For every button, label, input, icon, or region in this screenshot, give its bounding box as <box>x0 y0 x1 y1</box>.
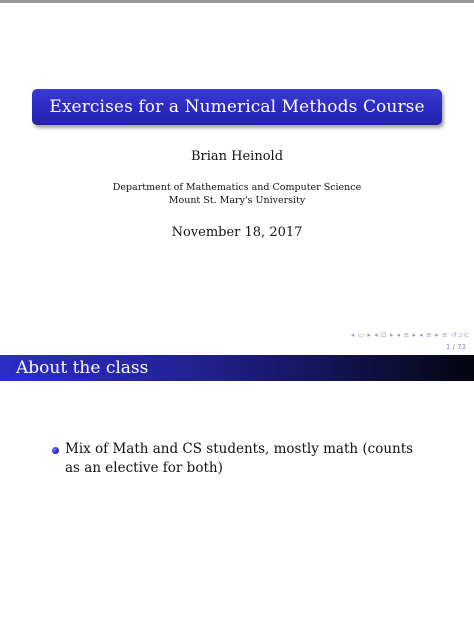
institution-name: Mount St. Mary's University <box>168 195 306 206</box>
beamer-navigation-symbols[interactable]: ◂ ▭ ▸ ◂ ⊡ ▸ ◂ ≡ ▸ ◂ ≡ ▸ ≡ ↺⊃⊂ <box>350 331 470 339</box>
presentation-title-box <box>32 89 442 125</box>
bullet-ball-icon <box>52 447 59 454</box>
frame-title-bar <box>0 355 474 381</box>
page-number: 1 / 73 <box>445 343 466 351</box>
title-slide <box>0 3 474 354</box>
content-slide <box>0 354 474 632</box>
bullet-item <box>52 440 432 478</box>
presentation-date: November 18, 2017 <box>171 225 303 240</box>
bullet-text: Mix of Math and CS students, mostly math (counts as an elective for both) <box>65 441 414 476</box>
frame-title: About the class <box>16 358 149 378</box>
department-name: Department of Mathematics and Computer Science <box>112 182 362 193</box>
author-name: Brian Heinold <box>190 149 284 164</box>
presentation-title: Exercises for a Numerical Methods Course <box>49 97 425 117</box>
affiliation <box>0 181 474 207</box>
